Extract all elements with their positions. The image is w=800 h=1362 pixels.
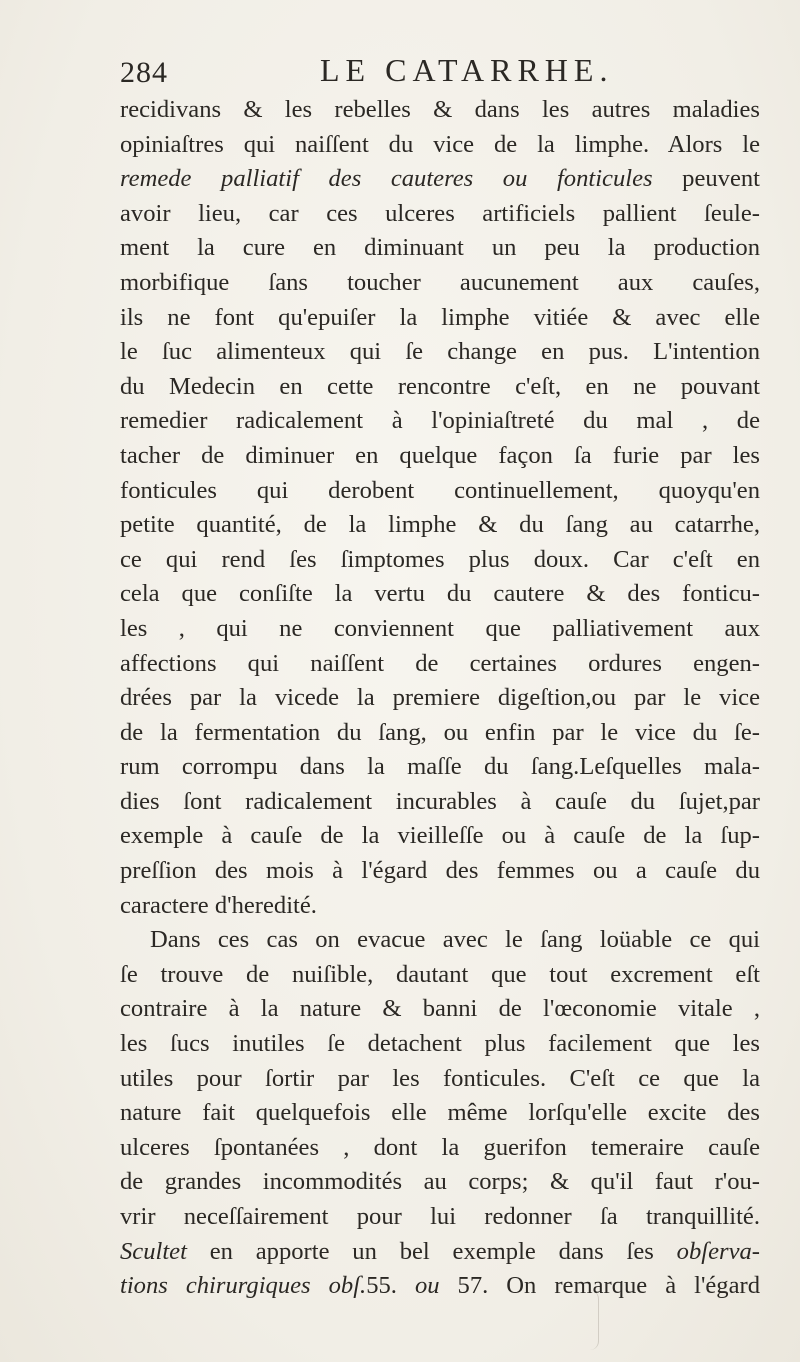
text-line: ulceres ſpontanées , dont la guerifon temeraire cauſe <box>120 1133 760 1161</box>
text-line: de la fermentation du ſang, ou enfin par le vice du ſe- <box>120 718 760 746</box>
text-line <box>120 1269 760 1304</box>
text-line: ment la cure en diminuant un peu la production <box>120 234 760 262</box>
italic-text: tions chirurgiques obſ. <box>120 1272 367 1300</box>
text-line: preſſion des mois à l'égard des femmes ou a cauſe du <box>120 857 760 885</box>
text-line: tacher de diminuer en quelque façon ſa furie par les <box>120 441 760 469</box>
text-line: remedier radicalement à l'opiniaſtreté du mal , de <box>120 407 760 435</box>
text-line <box>120 162 760 197</box>
text-line: les , qui ne conviennent que palliativement aux <box>120 614 760 642</box>
text-line: affections qui naiſſent de certaines ordures engen- <box>120 649 760 677</box>
text-line: de grandes incommodités au corps; & qu'il faut r'ou- <box>120 1168 760 1196</box>
text-line: Dans ces cas on evacue avec le ſang loüable ce qui <box>150 926 760 954</box>
text-line: vrir neceſſairement pour lui redonner ſa tranquillité. <box>120 1203 760 1230</box>
italic-text: remede palliatif des cauteres ou fonticules <box>120 165 653 193</box>
text-line: du Medecin en cette rencontre c'eſt, en ne pouvant <box>120 372 760 400</box>
body-text <box>120 93 760 1304</box>
text-line: cela que conſiſte la vertu du cautere & des fonticu- <box>120 580 760 608</box>
text-run: 57. On remarque à l'égard <box>439 1272 761 1300</box>
text-line: recidivans & les rebelles & dans les autres maladies <box>120 96 760 123</box>
page-number: 284 <box>120 56 168 89</box>
text-line: les ſucs inutiles ſe detachent plus facilement que les <box>120 1030 760 1058</box>
text-line: fonticules qui derobent continuellement, quoyqu'en <box>120 476 760 504</box>
text-line: exemple à cauſe de la vieilleſſe ou à cauſe de la ſup- <box>120 822 760 850</box>
text-line: drées par la vicede la premiere digeſtion,ou par le vice <box>120 684 760 712</box>
text-line: petite quantité, de la limphe & du ſang au catarrhe, <box>120 511 760 539</box>
text-line: avoir lieu, car ces ulceres artificiels pallient ſeule- <box>120 199 760 227</box>
text-line: ſe trouve de nuiſible, dautant que tout excrement eſt <box>120 960 760 988</box>
text-line: dies ſont radicalement incurables à cauſe du ſujet,par <box>120 787 760 815</box>
text-line: contraire à la nature & banni de l'œconomie vitale , <box>120 995 760 1023</box>
text-line: utiles pour ſortir par les fonticules. C'eſt ce que la <box>120 1064 760 1092</box>
text-line: rum corrompu dans la maſſe du ſang.Leſquelles mala- <box>120 753 760 781</box>
text-line: nature fait quelquefois elle même lorſqu'elle excite des <box>120 1099 760 1127</box>
text-run: en apporte un bel exemple dans ſes <box>186 1237 677 1265</box>
text-line: opiniaſtres qui naiſſent du vice de la limphe. Alors le <box>120 130 760 158</box>
text-line <box>120 1235 760 1270</box>
text-run: peuvent <box>652 165 760 193</box>
page-header <box>120 50 720 98</box>
text-line: morbifique ſans toucher aucunement aux cauſes, <box>120 268 760 296</box>
paper-stain <box>590 1290 599 1350</box>
text-line: ce qui rend ſes ſimptomes plus doux. Car c'eſt en <box>120 545 760 573</box>
text-run: 55. <box>366 1272 415 1300</box>
text-line: caractere d'heredité. <box>120 891 317 919</box>
text-line: ils ne font qu'epuiſer la limphe vitiée & avec elle <box>120 303 760 331</box>
italic-text: ou <box>414 1272 440 1300</box>
italic-text: Scultet <box>120 1237 187 1265</box>
text-line: le ſuc alimenteux qui ſe change en pus. L'intention <box>120 338 760 366</box>
italic-text: obſerva- <box>676 1237 760 1265</box>
running-title: LE CATARRHE. <box>320 52 614 88</box>
